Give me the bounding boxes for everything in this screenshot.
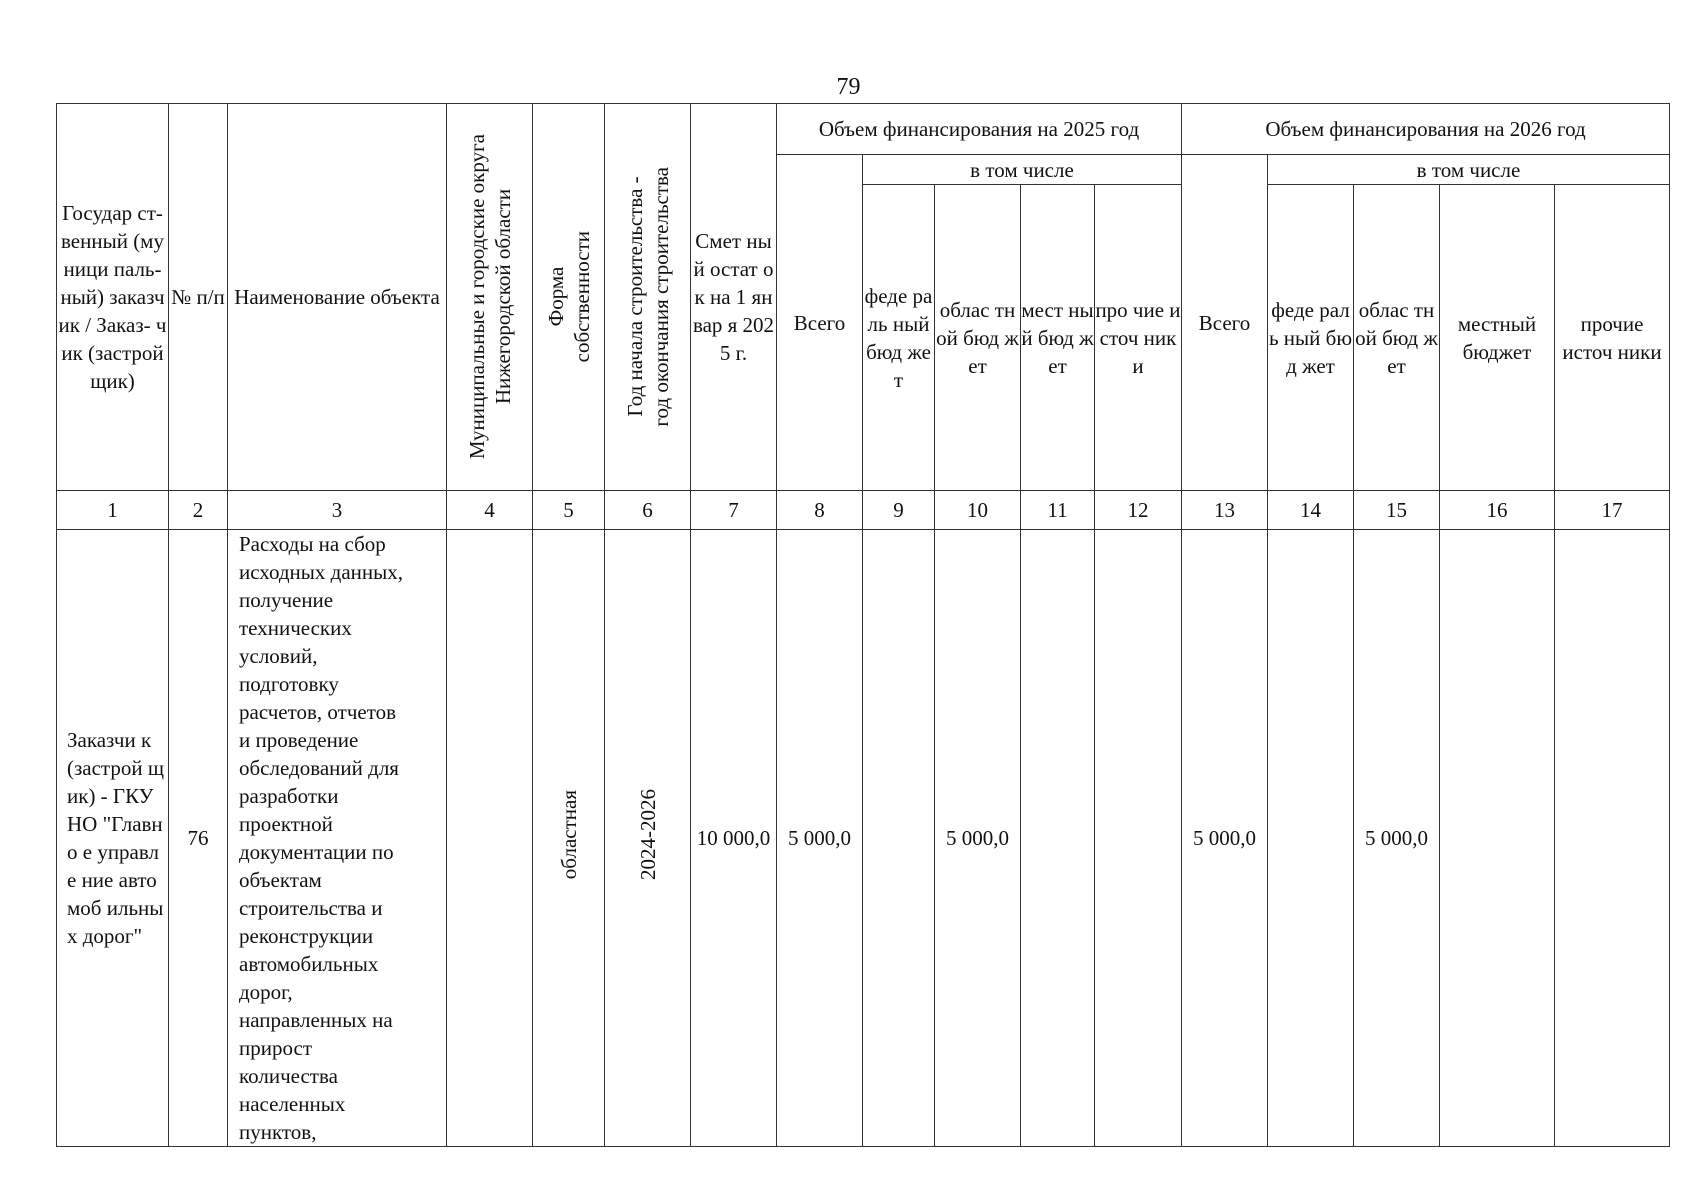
header-fin-2025: Объем финансирования на 2025 год <box>777 104 1182 155</box>
header-federal-2025: феде раль ный бюд жет <box>863 185 935 491</box>
table-row <box>57 530 1670 1147</box>
column-number: 14 <box>1268 491 1354 530</box>
column-number: 13 <box>1182 491 1268 530</box>
row-ownership-cell <box>533 530 605 1147</box>
column-number: 11 <box>1021 491 1095 530</box>
header-including-2026: в том числе <box>1268 155 1670 185</box>
column-number: 4 <box>447 491 533 530</box>
row-regional-2025: 5 000,0 <box>935 530 1021 1147</box>
page-number: 79 <box>836 74 861 100</box>
column-number: 10 <box>935 491 1021 530</box>
header-other-2026: прочие источ ники <box>1555 185 1670 491</box>
header-total-2025: Всего <box>777 155 863 491</box>
column-number: 15 <box>1354 491 1440 530</box>
header-customer: Государ ст- венный (муници паль- ный) заказчик / Заказ- чик (застрой щик) <box>57 104 169 491</box>
row-total-2025: 5 000,0 <box>777 530 863 1147</box>
header-municipalities: Муниципальные и городские округа Нижегородской области <box>464 134 515 460</box>
row-municipality <box>447 530 533 1147</box>
header-other-2025: про чие источ ники <box>1095 185 1182 491</box>
row-federal-2026 <box>1268 530 1354 1147</box>
financing-table <box>56 103 1670 1147</box>
column-number: 12 <box>1095 491 1182 530</box>
row-regional-2026: 5 000,0 <box>1354 530 1440 1147</box>
header-federal-2026: феде раль ный бюд жет <box>1268 185 1354 491</box>
column-number: 6 <box>605 491 691 530</box>
row-customer: Заказчи к (застрой щик) - ГКУ НО "Главно е управле ние автомоб ильных дорог" <box>57 530 169 1147</box>
header-years: Год начала строительства - год окончания строительства <box>622 167 673 427</box>
header-local-2026: местный бюджет <box>1440 185 1555 491</box>
header-num: № п/п <box>169 104 228 491</box>
header-years-cell <box>605 104 691 491</box>
row-other-2026 <box>1555 530 1670 1147</box>
row-num: 76 <box>169 530 228 1147</box>
column-number: 7 <box>691 491 777 530</box>
header-ownership: Форма собственности <box>543 231 594 363</box>
column-number: 5 <box>533 491 605 530</box>
row-federal-2025 <box>863 530 935 1147</box>
header-including-2025: в том числе <box>863 155 1182 185</box>
row-ownership: областная <box>556 789 581 880</box>
column-number: 16 <box>1440 491 1555 530</box>
row-total-2026: 5 000,0 <box>1182 530 1268 1147</box>
header-local-2025: мест ный бюд жет <box>1021 185 1095 491</box>
row-local-2025 <box>1021 530 1095 1147</box>
header-regional-2026: облас тной бюд жет <box>1354 185 1440 491</box>
row-years: 2024-2026 <box>635 789 660 880</box>
header-municipalities-cell <box>447 104 533 491</box>
column-number: 2 <box>169 491 228 530</box>
row-local-2026 <box>1440 530 1555 1147</box>
header-object-name: Наименование объекта <box>228 104 447 491</box>
column-number: 9 <box>863 491 935 530</box>
row-years-cell <box>605 530 691 1147</box>
column-numbers-row <box>57 491 1670 530</box>
row-object-name: Расходы на сбор исходных данных, получение технических условий, подготовку расчетов, отчетов и проведение обследований для разработки проектной документации по объектам строительства и реконструкции автомобильных дорог, направленных на прирост количества населенных пунктов, <box>228 530 447 1147</box>
column-number: 3 <box>228 491 447 530</box>
header-ownership-cell <box>533 104 605 491</box>
header-regional-2025: облас тной бюд жет <box>935 185 1021 491</box>
header-total-2026: Всего <box>1182 155 1268 491</box>
column-number: 1 <box>57 491 169 530</box>
row-estimate: 10 000,0 <box>691 530 777 1147</box>
column-number: 17 <box>1555 491 1670 530</box>
row-other-2025 <box>1095 530 1182 1147</box>
column-number: 8 <box>777 491 863 530</box>
header-fin-2026: Объем финансирования на 2026 год <box>1182 104 1670 155</box>
header-estimate: Смет ный остат ок на 1 январ я 2025 г. <box>691 104 777 491</box>
